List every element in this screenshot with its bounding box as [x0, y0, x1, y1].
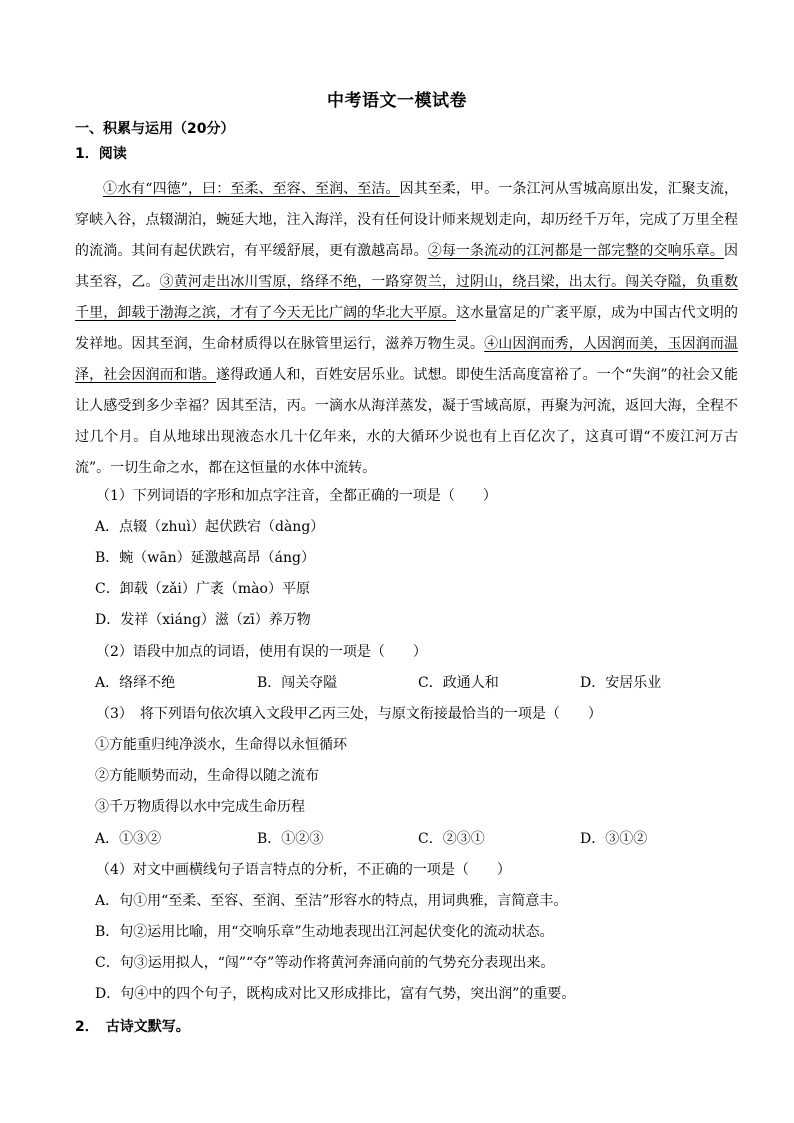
option-c: C．卸载（zǎi）广袤（mào）平原	[95, 581, 310, 597]
option-d: D．句④中的四个句子，既构成对比又形成排比，富有气势，突出润”的重要。	[95, 986, 576, 1002]
option-d: D．安居乐业	[580, 675, 662, 691]
option-c: C．②③①	[418, 831, 485, 847]
option-a: A．点辍（zhuì）起伏跌宕（dàng）	[95, 519, 325, 535]
passage-seg: ③黄河走出冰川雪原，络绎不绝，一路穿贺兰，过阴山，绕吕梁，出太行。闯关夺隘，负重数千里，卸载于渤海之滨，才有了今天无比广阔的华北大平原。	[75, 274, 739, 321]
option-a: A．①③②	[95, 831, 162, 847]
passage-seg: 因其至柔，甲。一条江河从雪城高原出发，汇聚支流，穿峡入谷，点辍湖泊，蜿延大地，注入海洋，没有任何设计师来规划走向，却历经千万年，完成了万里全程的流淌。其间有起伏跌宕，有平缓舒展，更有激越高昂。	[75, 181, 738, 259]
sentence-1: ①方能重归纯净淡水，生命得以永恒循环	[95, 737, 347, 753]
subquestion-3: （3） 将下列语句依次填入文段甲乙丙三处，与原文衔接最恰当的一项是（ ）	[96, 706, 602, 722]
option-d: D．③①②	[580, 831, 648, 847]
page-title: 中考语文一模试卷	[327, 91, 467, 111]
subquestion-4: （4）对文中画横线句子语言特点的分析，不正确的一项是（ ）	[96, 862, 511, 878]
subquestion-2: （2）语段中加点的词语，使用有误的一项是（ ）	[96, 644, 427, 660]
reading-passage	[75, 174, 738, 484]
option-c: C．政通人和	[418, 675, 499, 691]
question-2-label: 2． 古诗文默写。	[75, 1019, 190, 1035]
section-heading: 一、积累与运用（20分）	[75, 121, 235, 137]
option-b: B．闯关夺隘	[257, 675, 338, 691]
option-a: A．络绎不绝	[95, 675, 176, 691]
sentence-3: ③千万物质得以水中完成生命历程	[95, 799, 305, 815]
passage-seg: 因其至容，乙。	[75, 243, 739, 290]
option-d: D．发祥（xiáng）滋（zī）养万物	[95, 612, 311, 628]
passage-seg: ②每一条流动的江河都是一部完整的交响乐章。	[427, 243, 725, 259]
option-b: B．①②③	[257, 831, 324, 847]
passage-seg: 遂得政通人和，百姓安居乐业。试想。即使生活高度富裕了。一个“失润”的社会又能让人感受到多少幸福？因其至洁，丙。一滴水从海洋蒸发，凝于雪域高原，再聚为河流，返回大海，全程不过几个月。自从地球出现液态水几十亿年来，水的大循环少说也有上百亿次了，这真可谓“不废江河万古流”。一切生命之水，都在这恒量的水体中流转。	[75, 367, 739, 476]
option-b: B．蜿（wān）延激越高昂（áng）	[95, 550, 315, 566]
passage-seg: ④山因润而秀，人因润而美，玉因润而温泽，社会因润而和谐。	[75, 336, 739, 383]
sentence-2: ②方能顺势而动，生命得以随之流布	[95, 768, 319, 784]
option-b: B．句②运用比喻，用“交响乐章”生动地表现出江河起伏变化的流动状态。	[95, 924, 554, 940]
option-c: C．句③运用拟人，“闯”“夺”等动作将黄河奔涌向前的气势充分表现出来。	[95, 955, 555, 971]
option-a: A．句①用“至柔、至容、至润、至洁”形容水的特点，用词典雅，言简意丰。	[95, 893, 568, 909]
passage-seg: ①水有“四德”，曰：至柔、至容、至润、至洁。	[103, 181, 400, 197]
subquestion-1: （1）下列词语的字形和加点字注音，全都正确的一项是（ ）	[96, 488, 497, 504]
passage-seg: 这水量富足的广袤平原，成为中国古代文明的发祥地。因其至润，生命材质得以在脉管里运行，滋养万物生灵。	[75, 305, 739, 352]
question-1-label: 1．阅读	[75, 146, 127, 162]
